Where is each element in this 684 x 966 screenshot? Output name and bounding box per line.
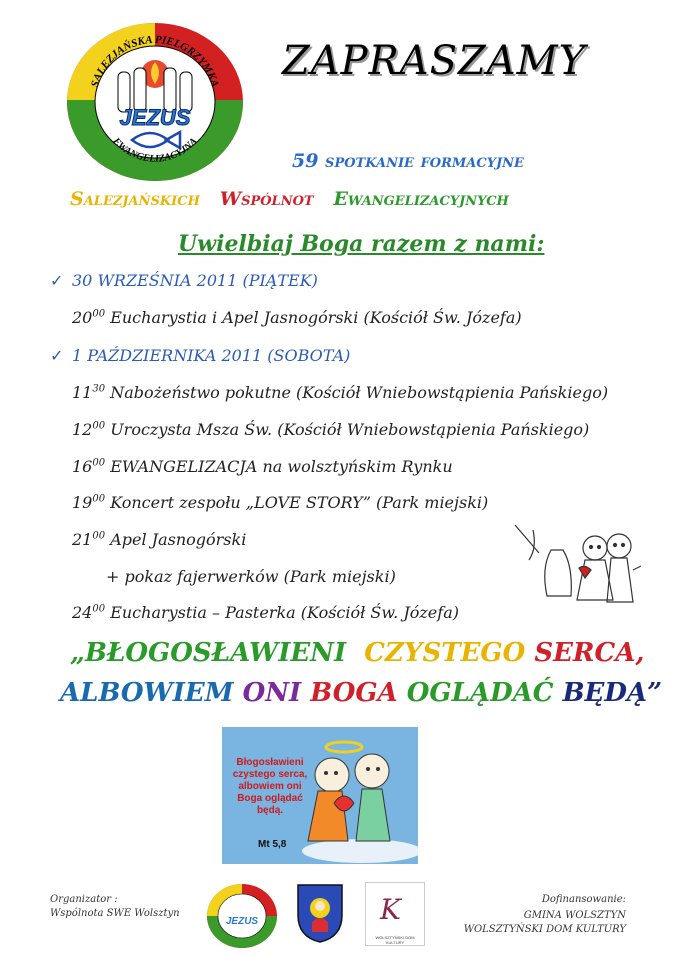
event-hour: 19 (72, 493, 93, 512)
event-minute: 00 (92, 420, 106, 432)
subtitle-line1: 59 spotkanie formacyjne (292, 150, 524, 172)
quote-word: OGLĄDAĆ (406, 678, 554, 708)
subtitle-word-3: Ewangelizacyjnych (333, 188, 509, 210)
event-text: + pokaz fajerwerków (Park miejski) (106, 567, 396, 586)
quote-line-2 (60, 678, 662, 708)
funding-block (464, 893, 626, 937)
quote-word: BOGA (310, 678, 398, 708)
event-text: EWANGELIZACJA na wolsztyńskim Rynku (110, 457, 453, 476)
day-1-date (50, 271, 318, 290)
page-title: ZAPRASZAMY (282, 38, 587, 84)
k-letter-icon: K (380, 893, 401, 926)
coat-of-arms-icon (295, 882, 345, 944)
quote-word: ALBOWIEM (60, 678, 234, 708)
event-row (72, 420, 589, 439)
pilgrimage-logo (66, 22, 244, 182)
day-2-date (50, 346, 351, 365)
tagline: Uwielbiaj Boga razem z nami: (178, 231, 545, 257)
event-minute: 00 (92, 493, 106, 505)
event-row (72, 383, 608, 402)
event-row (72, 457, 453, 476)
organizer-block (50, 893, 180, 921)
event-hour: 20 (72, 308, 93, 327)
event-text: Apel Jasnogórski (110, 530, 247, 549)
day-1-date-text: 30 WRZEŚNIA 2011 (PIĄTEK) (72, 271, 318, 290)
funding-label: Dofinansowanie: (541, 894, 626, 905)
event-hour: 21 (72, 530, 93, 549)
event-minute: 30 (92, 383, 106, 395)
culture-house-logo-text: WOLSZTYŃSKI DOM KULTURY (375, 935, 415, 945)
check-icon: ✓ (50, 271, 64, 290)
event-hour: 24 (72, 603, 93, 622)
organizer-label: Organizator : (50, 894, 118, 905)
event-text: Koncert zespołu „LOVE STORY” (Park miejski) (110, 493, 489, 512)
logo-bottom-text: EWANGELIZACYJNA (110, 135, 200, 165)
event-row (72, 493, 488, 512)
event-text: Eucharystia i Apel Jasnogórski (Kościół Św. Józefa) (110, 308, 522, 327)
quote-word: CZYSTEGO (364, 638, 526, 668)
quote-word: ONI (242, 678, 302, 708)
event-hour: 16 (72, 457, 93, 476)
beatitude-card (222, 727, 418, 864)
event-hour: 11 (72, 383, 93, 402)
quote-word: SERCA, (534, 638, 645, 668)
subtitle-line2 (70, 188, 509, 210)
subtitle-word-2: Wspólnot (219, 188, 314, 210)
funder-2: WOLSZTYŃSKI DOM KULTURY (463, 924, 626, 935)
logo-top-text: SALEZJAŃSKA PIELGRZYMKA (89, 33, 221, 89)
subtitle-word-1: Salezjańskich (70, 188, 200, 210)
event-minute: 00 (92, 457, 106, 469)
event-text: Nabożeństwo pokutne (Kościół Wniebowstąpienia Pańskiego) (110, 383, 609, 402)
event-row (72, 308, 522, 327)
svg-text:JEZUS: JEZUS (225, 916, 259, 927)
children-sketch-illustration (505, 520, 645, 610)
event-minute: 00 (92, 308, 106, 320)
quote-line-1 (70, 638, 644, 668)
quote-word: „BŁOGOSŁAWIENI (70, 638, 347, 668)
check-icon: ✓ (50, 346, 64, 365)
quote-word: BĘDĄ” (562, 678, 663, 708)
event-text: Eucharystia – Pasterka (Kościół Św. Józefa) (110, 603, 459, 622)
culture-house-logo (365, 882, 425, 946)
funder-1: GMINA WOLSZTYN (523, 910, 626, 921)
pilgrimage-logo-small (206, 883, 278, 949)
event-minute: 00 (92, 530, 106, 542)
event-row (72, 603, 459, 622)
card-text: Błogosławieni czystego serca, albowiem oni Boga oglądać będą. (232, 757, 308, 816)
card-reference: Mt 5,8 (258, 839, 287, 850)
logo-center-text: JEZUS (119, 105, 191, 130)
event-minute: 00 (92, 603, 106, 615)
event-row (72, 530, 246, 549)
day-2-date-text: 1 PAŹDZIERNIKA 2011 (SOBOTA) (72, 346, 351, 365)
event-text: Uroczysta Msza Św. (Kościół Wniebowstąpienia Pańskiego) (110, 420, 590, 439)
event-hour: 12 (72, 420, 93, 439)
event-row (106, 567, 396, 586)
organizer-name: Wspólnota SWE Wolsztyn (50, 908, 180, 919)
